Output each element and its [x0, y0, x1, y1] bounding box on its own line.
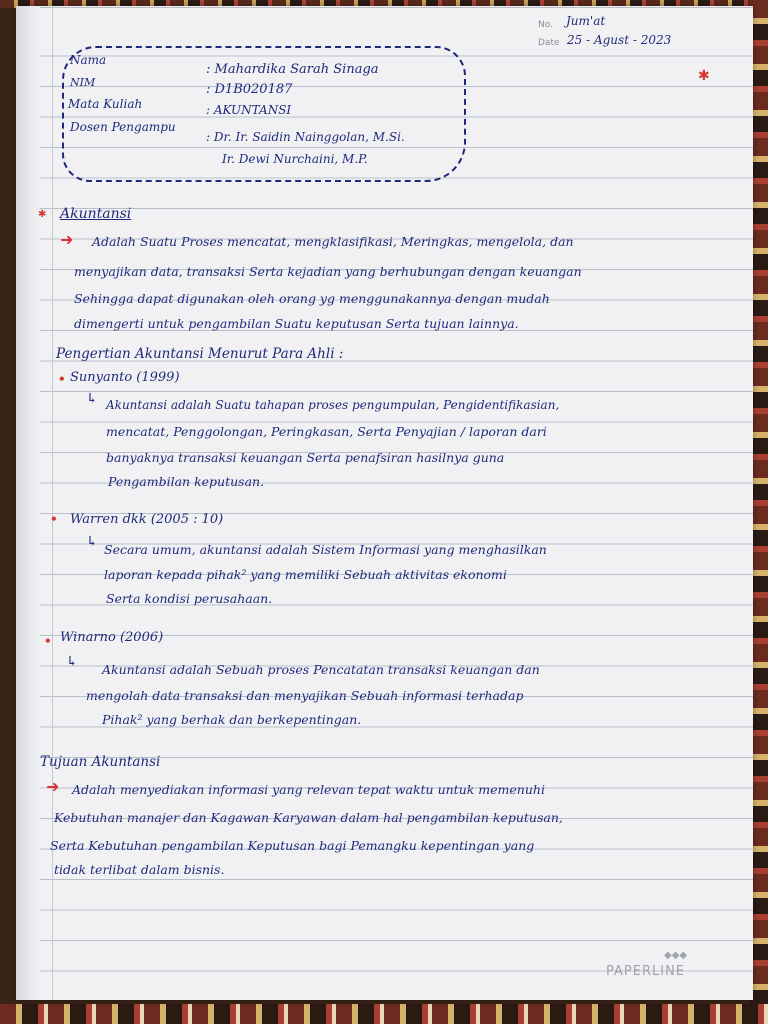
paperline-logo-icon: ◆◆◆: [664, 950, 688, 961]
expert-line: Akuntansi adalah Suatu tahapan proses pengumpulan, Pengidentifikasian,: [106, 398, 560, 412]
paragraph-line: Serta Kebutuhan pengambilan Keputusan bagi Pemangku kepentingan yang: [50, 838, 535, 853]
identity-label-dosen: Dosen Pengampu: [70, 120, 176, 134]
notebook-page: [16, 6, 753, 1000]
star-icon: ✱: [38, 209, 47, 220]
section-title-akuntansi: Akuntansi: [60, 206, 132, 222]
brand-logo-text: PAPERLINE: [606, 964, 686, 979]
paragraph-line: Adalah menyediakan informasi yang relevan tepat waktu untuk memenuhi: [72, 782, 545, 797]
paragraph-line: Adalah Suatu Proses mencatat, mengklasifikasi, Meringkas, mengelola, dan: [92, 234, 574, 249]
expert-name: Winarno (2006): [60, 630, 164, 645]
identity-value-nim: : D1B020187: [206, 82, 293, 97]
expert-name: Sunyanto (1999): [70, 370, 180, 385]
identity-label-nama: Nama: [70, 53, 107, 67]
expert-line: Pihak² yang berhak dan berkepentingan.: [102, 712, 362, 727]
paragraph-line: Kebutuhan manajer dan Kagawan Karyawan dalam hal pengambilan keputusan,: [54, 810, 563, 825]
hook-arrow-icon: ↳: [86, 534, 98, 550]
page-spine: [16, 6, 40, 1000]
date-value: 25 - Agust - 2023: [567, 33, 672, 47]
paragraph-line: menyajikan data, transaksi Serta kejadian yang berhubungan dengan keuangan: [74, 264, 582, 279]
hook-arrow-icon: ↳: [66, 654, 78, 670]
expert-line: Serta kondisi perusahaan.: [106, 591, 273, 606]
bullet-icon: •: [44, 634, 52, 648]
identity-label-matakuliah: Mata Kuliah: [68, 97, 143, 111]
no-value: Jum'at: [566, 14, 606, 28]
identity-value-dosen-1: : Dr. Ir. Saidin Nainggolan, M.Si.: [206, 130, 405, 144]
identity-label-nim: NIM: [70, 76, 96, 89]
star-icon: ✱: [698, 68, 710, 84]
batik-border-bottom: [0, 1004, 768, 1024]
expert-line: laporan kepada pihak² yang memiliki Sebuah aktivitas ekonomi: [104, 567, 507, 582]
expert-line: mengolah data transaksi dan menyajikan Sebuah informasi terhadap: [86, 688, 524, 703]
bullet-icon: •: [50, 512, 58, 526]
date-label: Date: [538, 38, 560, 48]
identity-value-matakuliah: : AKUNTANSI: [206, 103, 292, 117]
red-arrow-icon: ➜: [46, 777, 60, 796]
paragraph-line: dimengerti untuk pengambilan Suatu keputusan Serta tujuan lainnya.: [74, 316, 519, 331]
expert-line: mencatat, Penggolongan, Peringkasan, Serta Penyajian / laporan dari: [106, 424, 547, 439]
expert-line: Akuntansi adalah Sebuah proses Pencatatan transaksi keuangan dan: [102, 662, 540, 677]
paragraph-line: Sehingga dapat digunakan oleh orang yg menggunakannya dengan mudah: [74, 291, 550, 306]
red-arrow-icon: ➜: [60, 230, 74, 249]
expert-line: banyaknya transaksi keuangan Serta penafsiran hasilnya guna: [106, 450, 505, 465]
section-title-tujuan: Tujuan Akuntansi: [40, 754, 161, 770]
bullet-icon: •: [58, 372, 66, 386]
expert-line: Pengambilan keputusan.: [108, 474, 265, 489]
expert-name: Warren dkk (2005 : 10): [70, 512, 224, 527]
identity-value-nama: : Mahardika Sarah Sinaga: [206, 62, 379, 77]
expert-line: Secara umum, akuntansi adalah Sistem Informasi yang menghasilkan: [104, 542, 547, 557]
identity-value-dosen-2: Ir. Dewi Nurchaini, M.P.: [222, 152, 368, 166]
section-title-pengertian: Pengertian Akuntansi Menurut Para Ahli :: [56, 346, 344, 362]
paragraph-line: tidak terlibat dalam bisnis.: [54, 862, 225, 877]
no-label: No.: [538, 20, 553, 30]
hook-arrow-icon: ↳: [86, 391, 98, 407]
